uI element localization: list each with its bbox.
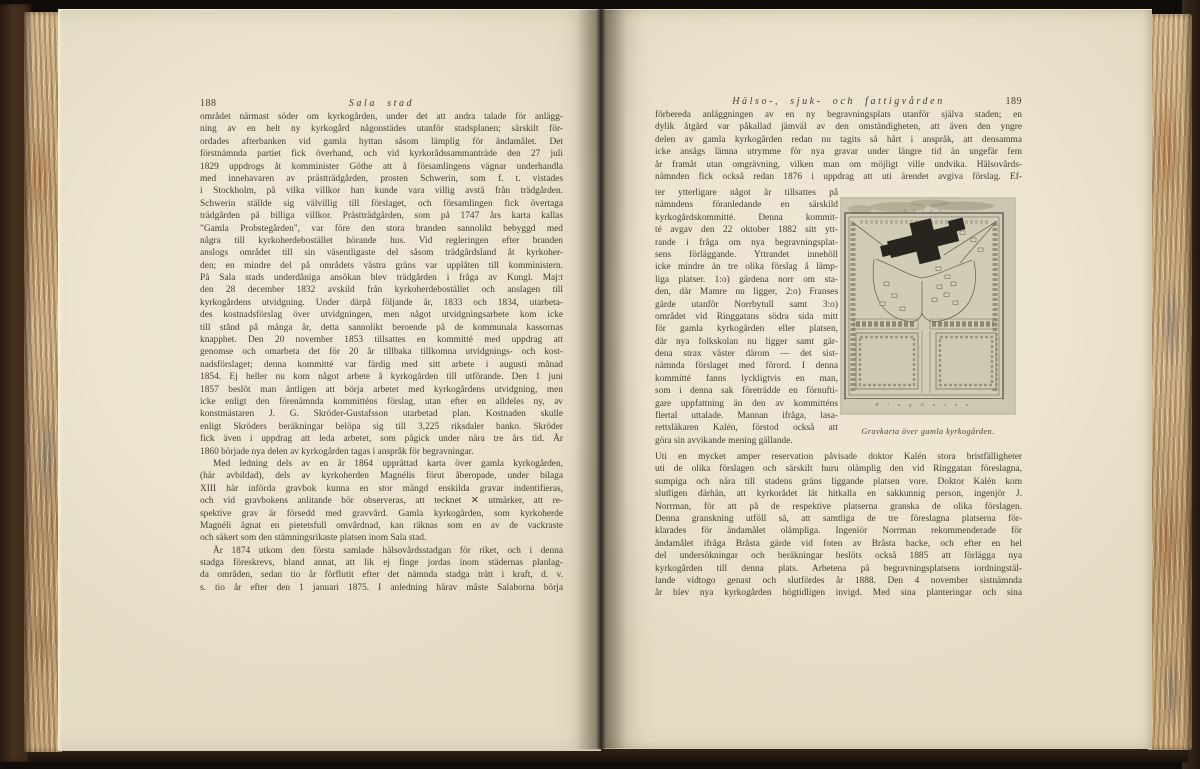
- text-line: anslogs området till sin väsentligaste del såsom trädgårdsland åt kyrkoher-: [200, 248, 563, 259]
- text-line: icke enligt den förenämnda kommitténs förslag, utan efter en alldeles ny, av: [200, 396, 563, 407]
- text-line: den, där Mamre nu ligger, 2:o) Franses: [655, 287, 838, 298]
- marbled-page-edges-left: [24, 12, 62, 752]
- text-line: till stånd på många år, detta sannolikt beroende på de kommunala kassornas: [200, 322, 563, 333]
- text-line: Denna granskning utföll så, att samtliga de tre föreslagna platserna för-: [655, 513, 1022, 524]
- text-line: delen av gamla kyrkogården redan nu tagits så hårt i anspråk, att densamma: [655, 134, 1022, 145]
- marbled-page-edges-right: [1148, 14, 1192, 750]
- text-line: den 28 december 1832 avskild från kyrkoherdebostället och anslagen till: [200, 285, 563, 296]
- text-line: och vid gravbokens anlitande bör observeras, att tecknet ✕ utmärker, att re-: [200, 496, 563, 507]
- text-line: del undersökningar och beräkningar beslöts också 1885 att förlägga nya: [655, 551, 1022, 562]
- text-line: i Stockholm, på vilka villkor han kunde vara villig avstå från trädgården.: [200, 186, 563, 197]
- text-line: området närmast söder om kyrkogården, under det att andra talade för anlägg-: [200, 112, 563, 122]
- text-line: År 1874 utkom den första samlade hälsovårdsstadgan för riket, och i denna: [213, 545, 563, 556]
- right-page: [601, 9, 1152, 749]
- text-line: 1854. Ej heller nu kom något arbete å kyrkogården till utförande. Den 1 juni: [200, 372, 563, 383]
- right-page-column-text: [655, 187, 838, 447]
- text-line: des kostnadsförslag över utvidgningen, men något utvidgningsarbete kom icke: [200, 310, 563, 321]
- right-page-bottom-text: [655, 451, 1022, 600]
- text-line: trädgården på billiga villkor. Prästträdgården, som på 1747 års karta kallas: [200, 211, 563, 222]
- text-line: år blev nya kyrkogården högtidligen invigd. Med sina planteringar och sina: [655, 588, 1022, 599]
- text-line: Uti en mycket amper reservation påvisade doktor Kalén stora bristfälligheter: [655, 452, 1022, 462]
- right-running-title: Hälso-, sjuk- och fattigvården: [732, 96, 945, 107]
- text-line: da områden, sedan tio år förflutit efter det nämnda stadga trätt i kraft, d. v.: [200, 570, 563, 581]
- text-line: förbereda anläggningen av en ny begravningsplats utanför själva staden; en: [655, 110, 1022, 120]
- text-line: liga platser. 1:o) gärdena norr om sta-: [655, 274, 838, 285]
- map-street-label-bottom: R i n g G a t a n: [875, 402, 973, 407]
- figure-caption: Gravkarta över gamla kyrkogården.: [861, 427, 995, 436]
- text-line: förstnämnda partiet fick överhand, och vid kyrkorådssammanträde den 27 juli: [200, 149, 563, 160]
- text-line: icke mindre än tre olika förslag å lämp-: [655, 262, 838, 273]
- text-line: dylik åtgärd var påkallad jämväl av den omständigheten, att även den yngre: [655, 122, 1022, 133]
- text-line: göra sin avvikande mening gällande.: [655, 435, 793, 446]
- text-line: där nya folkskolan nu ligger samt gär-: [655, 336, 838, 347]
- text-line: "Gamla Probstegården", var före den stora branden sannolikt bebyggd med: [200, 223, 563, 234]
- right-page-number: 189: [1005, 96, 1022, 107]
- text-line: s. tio år efter den 1 januari 1875. I anledning härav måste Salaborna börja: [200, 582, 563, 593]
- text-line: kyrkogårdens utvidgning. Under därpå följande år, 1833 och 1834, utarbeta-: [200, 297, 563, 308]
- text-line: sens förläggande. Yttrandet innehöll: [655, 249, 838, 260]
- text-line: som i denna sak företrädde en förnufti-: [655, 386, 838, 397]
- text-line: konstmästaren J. G. Skröder-Gustafsson utarbetad plan. Kostnaden skulle: [200, 409, 563, 420]
- text-line: flertal uttalade. Mannan ifråga, lasa-: [655, 411, 838, 422]
- text-line: gärde utanför Norrbytull samt 3:o): [655, 299, 838, 310]
- text-line: stadga föreskrevs, bland annat, att lik ej finge jordas inom städernas planlag-: [200, 558, 563, 569]
- right-running-head: [655, 96, 1022, 110]
- left-running-head: [200, 98, 563, 112]
- text-line: nämnden fick också redan 1876 i uppdrag att uti ärendet avgiva förslag. Ef-: [655, 171, 1022, 182]
- text-line: år framåt utan omgrävning, vilken man om möjligt ville undvika. Hälsovårds-: [655, 159, 1022, 170]
- text-line: genomse och omarbeta det för 20 år tillbaka tillkomna utvidgnings- och kost-: [200, 347, 563, 358]
- text-line: nadsförslaget; denna kommitté var färdig med sitt arbete i augusti månad: [200, 359, 563, 370]
- text-line: Schwerin ställde sig välvillig till förslaget, och församlingen fick övertaga: [200, 198, 563, 209]
- gravkarta-map-image: [840, 197, 1016, 415]
- text-line: kommitté fanns lyckligtvis en man,: [655, 373, 838, 384]
- text-line: enligt Skröders beräkningar belöpa sig till 3,225 riksdaler banko. Skröder: [200, 421, 563, 432]
- text-line: icke ansågs lämna utrymme för nya gravar under längre tid än ungefär fem: [655, 147, 1022, 158]
- text-line: På Sala stads underdåniga ansökan blev trädgården i fråga av Kungl. Maj:t: [200, 273, 563, 284]
- text-line: kyrkogårdskommitté. Denna kommit-: [655, 212, 838, 223]
- text-line: té avgav den 22 oktober 1882 sitt ytt-: [655, 225, 838, 236]
- text-line: slutligen därhän, att kyrkorådet lät hitkalla en sakkunnig person, ingenjör J.: [655, 489, 1022, 500]
- text-line: gare uppfattning än den av kommitténs: [655, 398, 838, 409]
- text-line: för gamla kyrkogården eller platsen,: [655, 324, 838, 335]
- text-line: (här avbildad), dels av kyrkoherden Magnélis förut åberopade, under bilaga: [200, 471, 563, 482]
- text-line: rande i fråga om nya begravningsplat-: [655, 237, 838, 248]
- text-line: några till kyrkoherdebostället hörande hus. Vid regleringen efter branden: [200, 235, 563, 246]
- map-street-label-top: G a t a n: [903, 207, 945, 213]
- text-line: XIII här införda gravbok kunna en stor mängd enskilda gravar indentifieras,: [200, 483, 563, 494]
- text-line: nämnda förslaget med förord. I denna: [655, 361, 838, 372]
- text-line: ter ytterligare något år tillsattes på: [655, 188, 838, 198]
- right-page-top-text: [655, 109, 1022, 183]
- text-line: Med ledning dels av en år 1864 upprättad karta över gamla kyrkogården,: [213, 458, 563, 469]
- text-line: sumpiga och nära till stadens gräns liggande platsen vore. Doktor Kalén kom: [655, 476, 1022, 487]
- text-line: den; en mindre del på områdets västra gräns var upplåten till komministern.: [200, 260, 563, 271]
- text-line: området vid Ringgatans södra sida mitt: [655, 311, 838, 322]
- left-page-number: 188: [200, 98, 217, 109]
- text-line: Norrman, för att på de respektive platserna granska de olika förslagen.: [655, 501, 1022, 512]
- text-line: uti de olika förslagen och särskilt huru olämplig den vid Ringgatan föreslagna,: [655, 464, 1022, 475]
- text-line: klarades för ändamålet olämpliga. Ingeniör Norrman rekommenderade för: [655, 526, 1022, 537]
- left-page: [58, 9, 601, 751]
- left-page-body-text: [200, 111, 563, 594]
- text-line: fick även i uppdrag att leda arbetet, som pågick under nära tre års tid. År: [200, 434, 563, 445]
- text-line: spektive grav är försedd med gravvård. Gamla kyrkogården, som kyrkoherde: [200, 508, 563, 519]
- text-line: knapphet. Den 20 november 1853 tillsattes en kommitté med uppdrag att: [200, 335, 563, 346]
- text-line: ning av en helt ny kyrkogård någonstädes utanför stadsplanen; särskilt för-: [200, 124, 563, 135]
- text-line: dena strax väster därom — det sist-: [655, 349, 838, 360]
- text-line: 1857 beslöt man äntligen att börja arbetet med kyrkogårdens utvidgning, men: [200, 384, 563, 395]
- text-line: lande vidtogo genast och slutfördes år 1888. Den 4 november sistnämnda: [655, 575, 1022, 586]
- text-line: nämndens föranledande en särskild: [655, 200, 838, 211]
- text-line: Magnéli ägnat en pietetsfull omvårdnad, kan räknas som en av de vackraste: [200, 520, 563, 531]
- text-line: 1860 började nya delen av kyrkogården tagas i anspråk för begravningar.: [200, 446, 474, 457]
- figure-gravkarta: [840, 197, 1016, 436]
- text-line: kyrkogården till denna plats. Arbetena på begravningsplatsens iordningstäl-: [655, 563, 1022, 574]
- text-line: och säkert som den stämningsrikaste platsen inom Sala stad.: [200, 533, 427, 544]
- left-running-title: Sala stad: [348, 98, 415, 109]
- text-line: rettsläkaren Kalén, förstod också att: [655, 423, 838, 434]
- text-line: 1829 uppdrogs åt komminister Göthe att å församlingens vägnar underhandla: [200, 161, 563, 172]
- text-line: med innehavaren av prästträdgården, prosten Schwerin, som f. t. vistades: [200, 173, 563, 184]
- text-line: ordades afterbanken vid gamla hyttan såsom lämplig för ändamålet. Det: [200, 136, 563, 147]
- text-line: ändamålet ifråga Bråsta gärde vid foten av Bråsta backe, och efter en hel: [655, 538, 1022, 549]
